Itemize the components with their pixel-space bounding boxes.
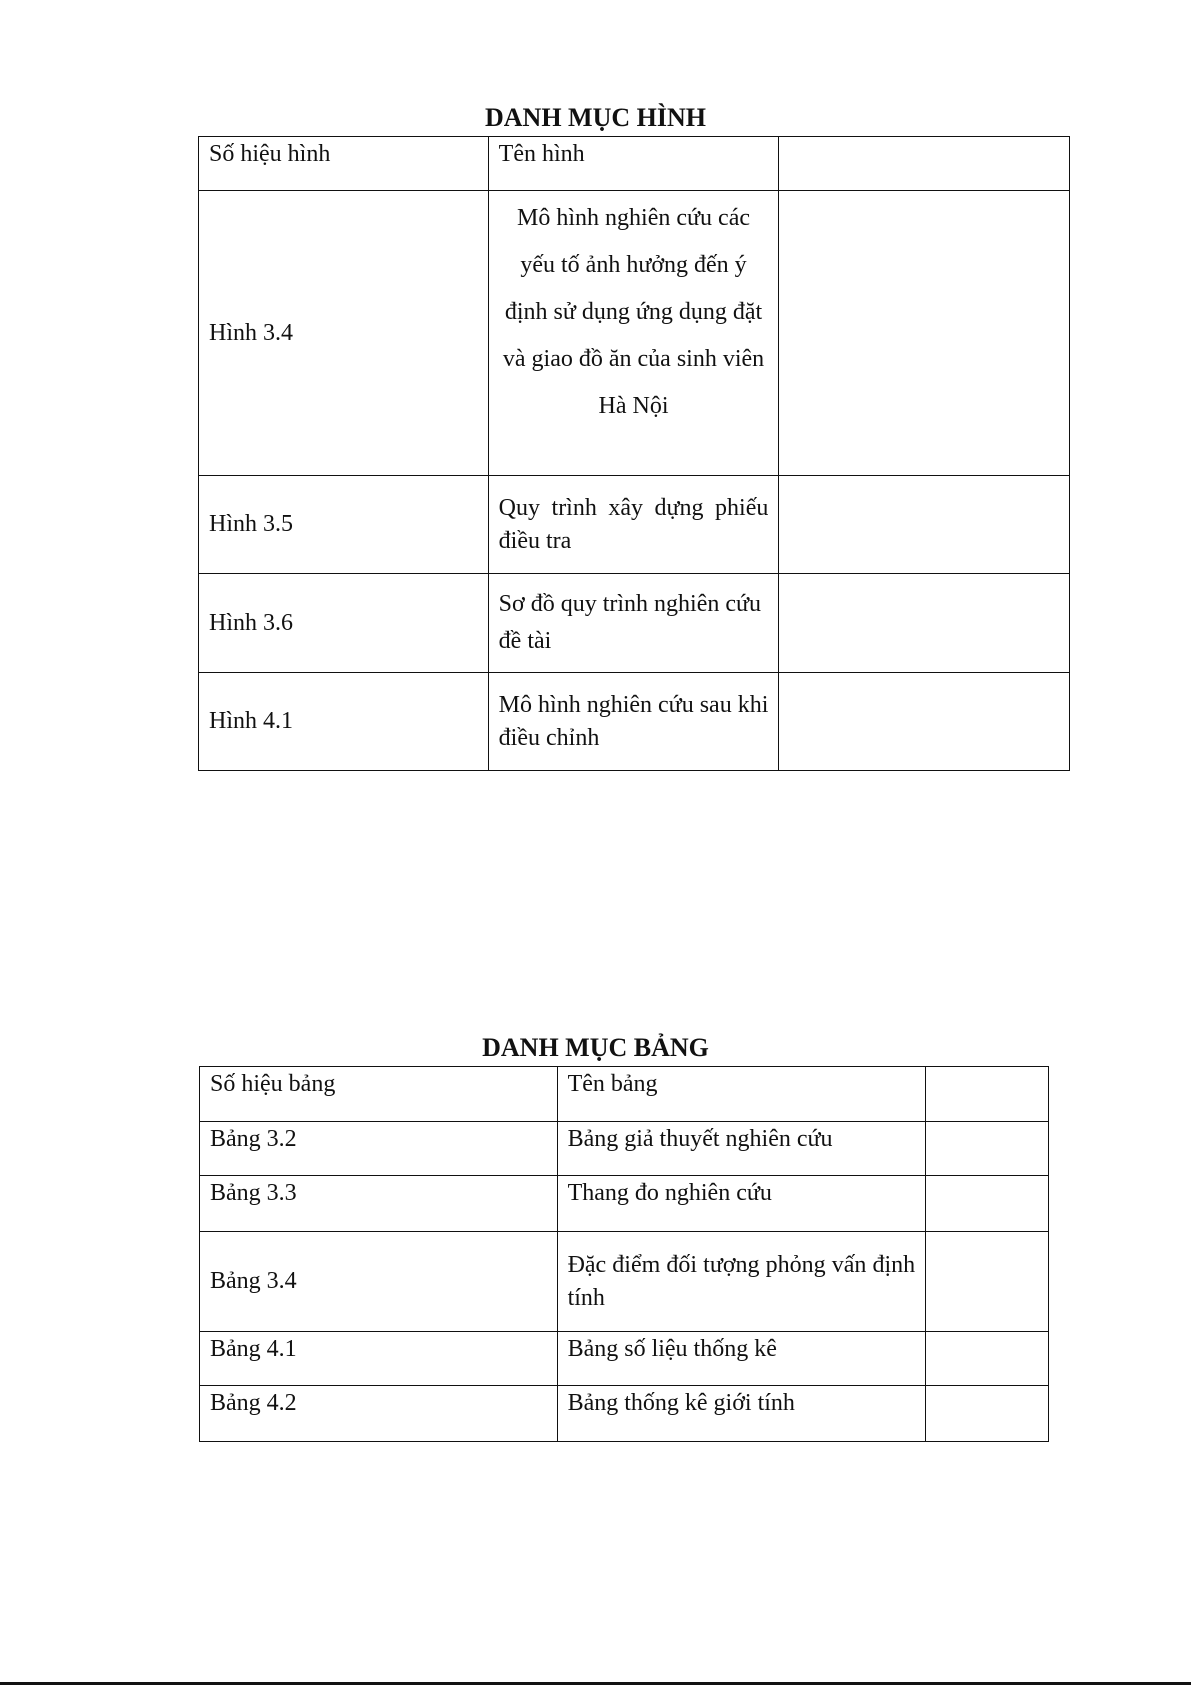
figure-page bbox=[779, 191, 1070, 476]
table-page bbox=[926, 1386, 1049, 1442]
column-header-number: Số hiệu hình bbox=[199, 137, 489, 191]
table-number: Bảng 3.4 bbox=[200, 1232, 558, 1332]
table-row bbox=[200, 1232, 1049, 1332]
table-header-row bbox=[200, 1067, 1049, 1122]
table-row bbox=[200, 1122, 1049, 1176]
table-page bbox=[926, 1122, 1049, 1176]
table-page bbox=[926, 1232, 1049, 1332]
figure-name: Mô hình nghiên cứu các yếu tố ảnh hưởng đến ý định sử dụng ứng dụng đặt và giao đồ ăn của sinh viên Hà Nội bbox=[488, 191, 779, 476]
table-row bbox=[200, 1386, 1049, 1442]
figures-table bbox=[198, 136, 1070, 771]
figure-name: Sơ đồ quy trình nghiên cứu đề tài bbox=[488, 574, 779, 673]
column-header-number: Số hiệu bảng bbox=[200, 1067, 558, 1122]
column-header-name: Tên hình bbox=[488, 137, 779, 191]
table-name: Bảng số liệu thống kê bbox=[557, 1332, 926, 1386]
table-page bbox=[926, 1332, 1049, 1386]
figure-number: Hình 3.5 bbox=[199, 476, 489, 574]
table-row bbox=[199, 191, 1070, 476]
column-header-name: Tên bảng bbox=[557, 1067, 926, 1122]
table-row bbox=[199, 574, 1070, 673]
table-name: Đặc điểm đối tượng phỏng vấn định tính bbox=[557, 1232, 926, 1332]
table-number: Bảng 3.3 bbox=[200, 1176, 558, 1232]
table-name: Bảng thống kê giới tính bbox=[557, 1386, 926, 1442]
table-name: Bảng giả thuyết nghiên cứu bbox=[557, 1122, 926, 1176]
table-row bbox=[199, 476, 1070, 574]
table-row bbox=[200, 1332, 1049, 1386]
figure-name: Quy trình xây dựng phiếu điều tra bbox=[488, 476, 779, 574]
table-number: Bảng 4.2 bbox=[200, 1386, 558, 1442]
table-row bbox=[200, 1176, 1049, 1232]
figures-title: DANH MỤC HÌNH bbox=[485, 103, 706, 132]
column-header-page bbox=[926, 1067, 1049, 1122]
table-header-row bbox=[199, 137, 1070, 191]
table-page bbox=[926, 1176, 1049, 1232]
figure-page bbox=[779, 673, 1070, 771]
column-header-page bbox=[779, 137, 1070, 191]
figure-number: Hình 3.4 bbox=[199, 191, 489, 476]
table-name: Thang đo nghiên cứu bbox=[557, 1176, 926, 1232]
table-number: Bảng 3.2 bbox=[200, 1122, 558, 1176]
tables-table bbox=[199, 1066, 1049, 1442]
figure-number: Hình 3.6 bbox=[199, 574, 489, 673]
figure-name: Mô hình nghiên cứu sau khi điều chỉnh bbox=[488, 673, 779, 771]
figure-page bbox=[779, 574, 1070, 673]
figure-page bbox=[779, 476, 1070, 574]
table-number: Bảng 4.1 bbox=[200, 1332, 558, 1386]
table-row bbox=[199, 673, 1070, 771]
tables-title: DANH MỤC BẢNG bbox=[482, 1033, 709, 1062]
figure-number: Hình 4.1 bbox=[199, 673, 489, 771]
